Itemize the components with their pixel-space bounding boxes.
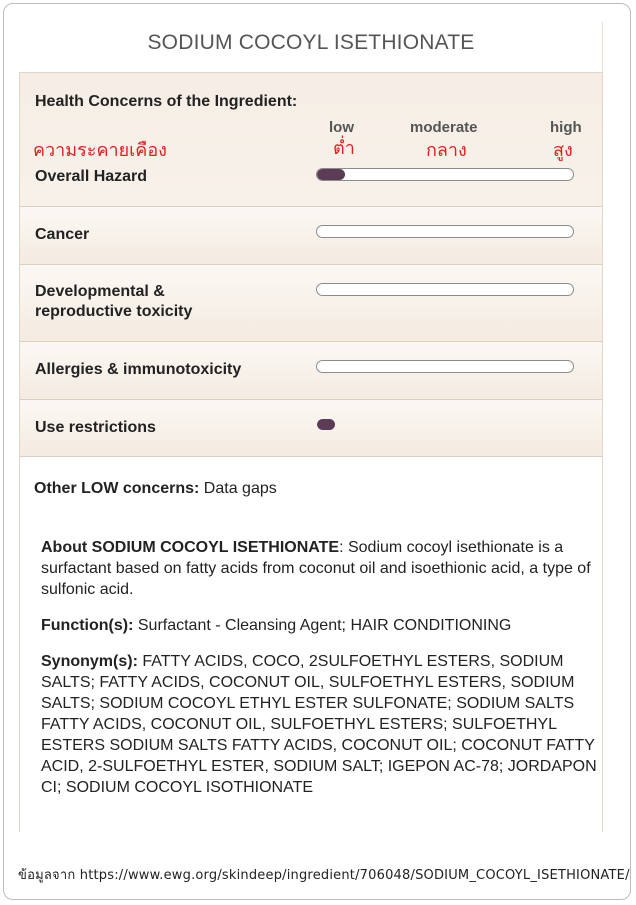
about-section bbox=[41, 537, 603, 813]
cancer-bar bbox=[316, 225, 574, 238]
thai-moderate-label: กลาง bbox=[426, 140, 467, 161]
scale-high-label: high bbox=[550, 119, 582, 136]
synonyms-text: FATTY ACIDS, COCO, 2SULFOETHYL ESTERS, SODIUM SALTS; FATTY ACIDS, COCONUT OIL, SULFOETHYL ESTERS, SODIUM SALTS; SODIUM COCOYL ETHYL ESTER SULFONATE; SODIUM SALTS FATTY ACIDS, COCONUT OIL, SULFOETHYL ESTERS; SULFOETHYL ESTERS SODIUM SALTS FATTY ACIDS, COCONUT OIL; COCONUT FATTY ACID, 2-SULFOETHYL ESTER, SODIUM SALT; IGEPON AC-78; JORDAPON CI; SODIUM COCOYL ISOTHIONATE bbox=[41, 653, 597, 796]
synonyms-paragraph bbox=[41, 651, 603, 798]
about-paragraph bbox=[41, 537, 603, 600]
concern-row-use-restrictions bbox=[20, 400, 602, 457]
ingredient-title: SODIUM COCOYL ISETHIONATE bbox=[20, 22, 603, 72]
developmental-label-line1: Developmental & bbox=[35, 283, 165, 300]
other-concerns-value: Data gaps bbox=[199, 480, 277, 497]
developmental-label-line2: reproductive toxicity bbox=[35, 303, 193, 320]
allergies-label: Allergies & immunotoxicity bbox=[35, 361, 242, 378]
scale-moderate-label: moderate bbox=[410, 119, 478, 136]
use-restrictions-bar-fill bbox=[317, 419, 335, 430]
health-concerns-panel bbox=[20, 72, 602, 457]
functions-paragraph bbox=[41, 615, 603, 636]
thai-low-label: ต่ำ bbox=[333, 138, 355, 159]
other-concerns bbox=[34, 480, 277, 498]
cancer-label: Cancer bbox=[35, 226, 90, 243]
concern-row-cancer bbox=[20, 207, 602, 265]
concern-row-developmental bbox=[20, 265, 602, 342]
use-restrictions-label: Use restrictions bbox=[35, 419, 156, 436]
developmental-bar bbox=[316, 283, 574, 296]
concern-row-allergies bbox=[20, 342, 602, 400]
overall-hazard-bar bbox=[316, 168, 574, 181]
use-restrictions-bar bbox=[316, 418, 574, 431]
about-label: About SODIUM COCOYL ISETHIONATE bbox=[41, 539, 340, 556]
source-credit: ข้อมูลจาก https://www.ewg.org/skindeep/ingredient/706048/SODIUM_COCOYL_ISETHIONATE/ bbox=[18, 868, 630, 883]
overall-hazard-label: Overall Hazard bbox=[35, 168, 148, 185]
synonyms-label: Synonym(s): bbox=[41, 653, 138, 670]
functions-label: Function(s): bbox=[41, 617, 134, 634]
about-text: : Sodium cocoyl isethionate is a surfactant based on fatty acids from coconut oil and isoethionic acid, a type of sulfonic acid. bbox=[41, 539, 591, 598]
other-concerns-label: Other LOW concerns: bbox=[34, 480, 200, 497]
overall-hazard-bar-fill bbox=[317, 169, 345, 180]
thai-irritation-label: ความระคายเคือง bbox=[33, 140, 167, 161]
scale-low-label: low bbox=[329, 119, 354, 136]
allergies-bar bbox=[316, 360, 574, 373]
thai-high-label: สูง bbox=[553, 140, 573, 161]
functions-text: Surfactant - Cleansing Agent; HAIR CONDITIONING bbox=[133, 617, 512, 634]
concerns-header: Health Concerns of the Ingredient: bbox=[35, 93, 298, 110]
